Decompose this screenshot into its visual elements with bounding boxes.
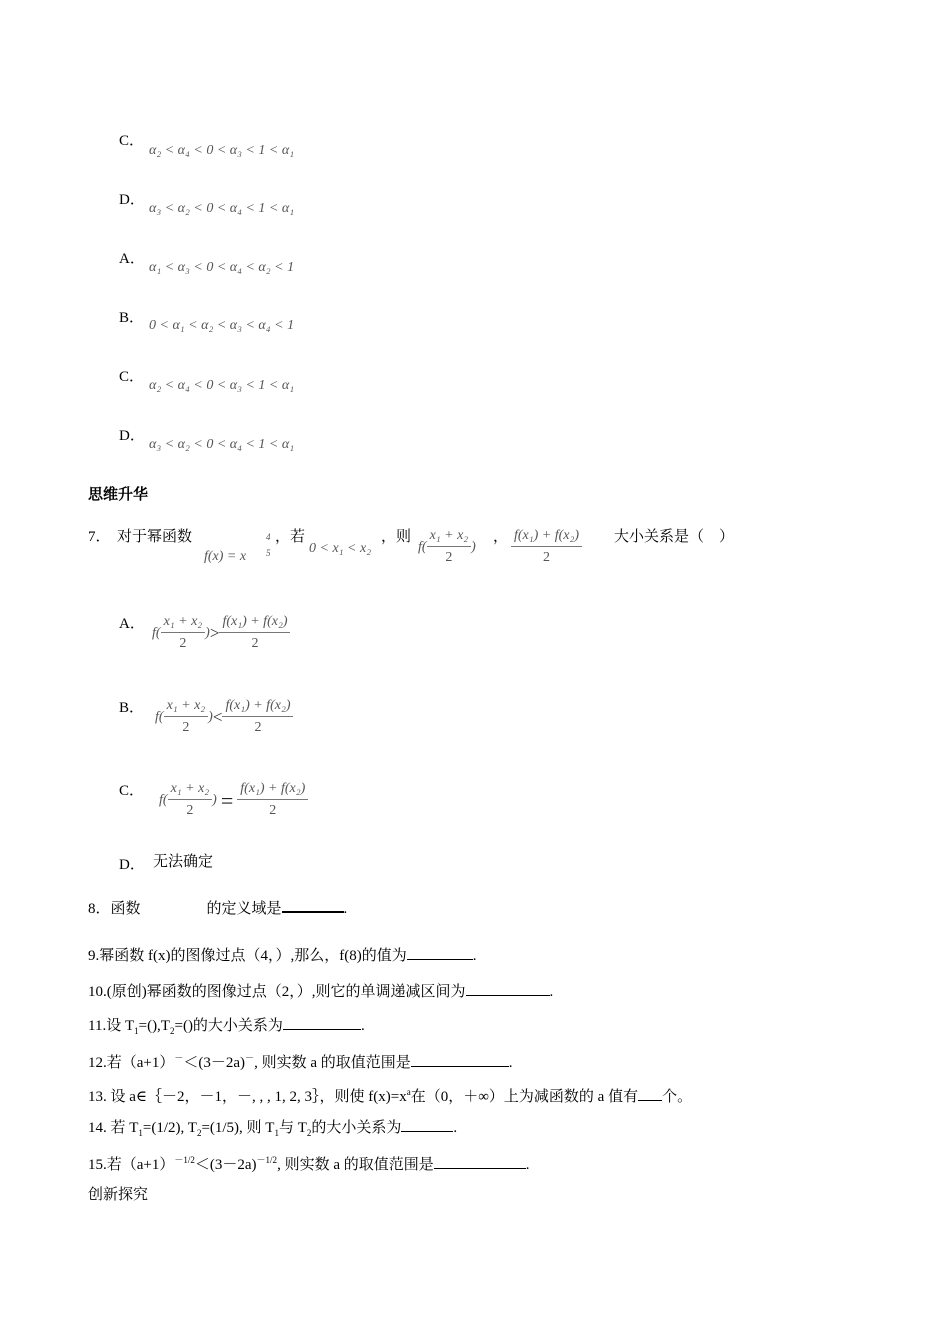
option-label: A． bbox=[119, 251, 145, 267]
option-expression: α₃ < α₂ < 0 < α₄ < 1 < α₁ bbox=[149, 437, 295, 452]
q8-line: 8．函数 的定义域是 . bbox=[88, 897, 347, 918]
q7-text-relation: 大小关系是（ ） bbox=[614, 529, 735, 545]
q8-blank bbox=[282, 897, 344, 913]
q7-option-d-label: D． bbox=[119, 857, 145, 873]
option-label: D． bbox=[119, 192, 145, 208]
section-heading: 思维升华 bbox=[88, 485, 149, 503]
q11-line: 11.设 $T_1=(),T_2=()$的大小关系为 . bbox=[88, 1015, 365, 1040]
option-expression: α₃ < α₂ < 0 < α₄ < 1 < α₁ bbox=[149, 201, 295, 216]
q12-blank bbox=[411, 1052, 509, 1067]
q10-blank bbox=[466, 981, 550, 996]
footer-heading: 创新探究 bbox=[88, 1187, 149, 1203]
q7-exponent: 4 5 bbox=[266, 532, 271, 558]
q7-lhs-expression: f( $\frac{\text{x₁ + x₂}}{2}$ ) bbox=[418, 528, 476, 565]
q7-text-if: ，若 bbox=[275, 529, 306, 545]
q15-blank bbox=[434, 1154, 526, 1169]
q15-line: 15.若$(a+1)^{-1/2}<(3-2a)^{-1/2}$, 则实数 a 的取值范围是 . bbox=[88, 1155, 530, 1173]
q13-blank bbox=[638, 1086, 662, 1101]
q7-option-b-label: B． bbox=[119, 700, 145, 716]
q7-condition: 0 < x₁ < x₂ bbox=[309, 541, 372, 556]
q14-blank bbox=[401, 1117, 453, 1132]
option-expression: 0 < α₁ < α₂ < α₃ < α₄ < 1 bbox=[149, 318, 295, 333]
q7-text-then: ，则 bbox=[381, 529, 412, 545]
option-expression: α₂ < α₄ < 0 < α₃ < 1 < α₁ bbox=[149, 143, 295, 158]
q7-number: 7． bbox=[88, 529, 111, 545]
q7-text: 对于幂函数 bbox=[117, 529, 193, 545]
q7-option-d-text: 无法确定 bbox=[153, 854, 214, 870]
q7-comma: ， bbox=[493, 529, 509, 545]
q7-option-c-label: C． bbox=[119, 783, 145, 799]
option-expression: α₁ < α₃ < 0 < α₄ < α₂ < 1 bbox=[149, 260, 295, 275]
q14-line: 14. 若 $T_1=(1/2)$, $T_2=(1/5)$, 则 $T_1$与 $T_2$的大小关系为 . bbox=[88, 1117, 457, 1142]
q7-option-a-expression: f( $\frac{\text{x₁ + x₂}}{2}$ )> $\frac{\text{f(x₁) + f(x₂)}}{2}$ bbox=[152, 612, 290, 655]
q9-blank bbox=[407, 945, 473, 960]
q11-blank bbox=[283, 1015, 361, 1030]
q7-rhs-expression: $\frac{\text{f(x₁) + f(x₂)}}{2}$ bbox=[511, 526, 582, 569]
q7-option-c-expression: f( $\frac{\text{x₁ + x₂}}{2}$ ) = $\frac{\text{f(x₁) + f(x₂)}}{2}$ bbox=[159, 779, 308, 822]
q7-option-a-label: A． bbox=[119, 616, 145, 632]
q10-line: 10.(原创)幂函数的图像过点（2，）,则它的单调递减区间为 . bbox=[88, 981, 553, 1001]
option-label: B． bbox=[119, 310, 145, 326]
option-label: C． bbox=[119, 369, 145, 385]
option-label: D． bbox=[119, 428, 145, 444]
q12-line: 12.若（a+1）－＜(3－2a)－, 则实数 a 的取值范围是 . bbox=[88, 1053, 513, 1071]
option-expression: α₂ < α₄ < 0 < α₃ < 1 < α₁ bbox=[149, 378, 295, 393]
q7-option-b-expression: f( $\frac{\text{x₁ + x₂}}{2}$ )< $\frac{\text{f(x₁) + f(x₂)}}{2}$ bbox=[155, 696, 293, 739]
q9-line: 9.幂函数 f(x)的图像过点（4，）,那么，f(8)的值为 . bbox=[88, 945, 476, 965]
option-label: C． bbox=[119, 133, 145, 149]
q13-line: 13. 设 a∈｛－2，－1，－, , , 1, 2, 3｝，则使 $f(x)=x^a$在（0，＋∞）上为减函数的 a 值有 个。 bbox=[88, 1087, 693, 1105]
q7-function: f(x) = x bbox=[204, 549, 247, 564]
